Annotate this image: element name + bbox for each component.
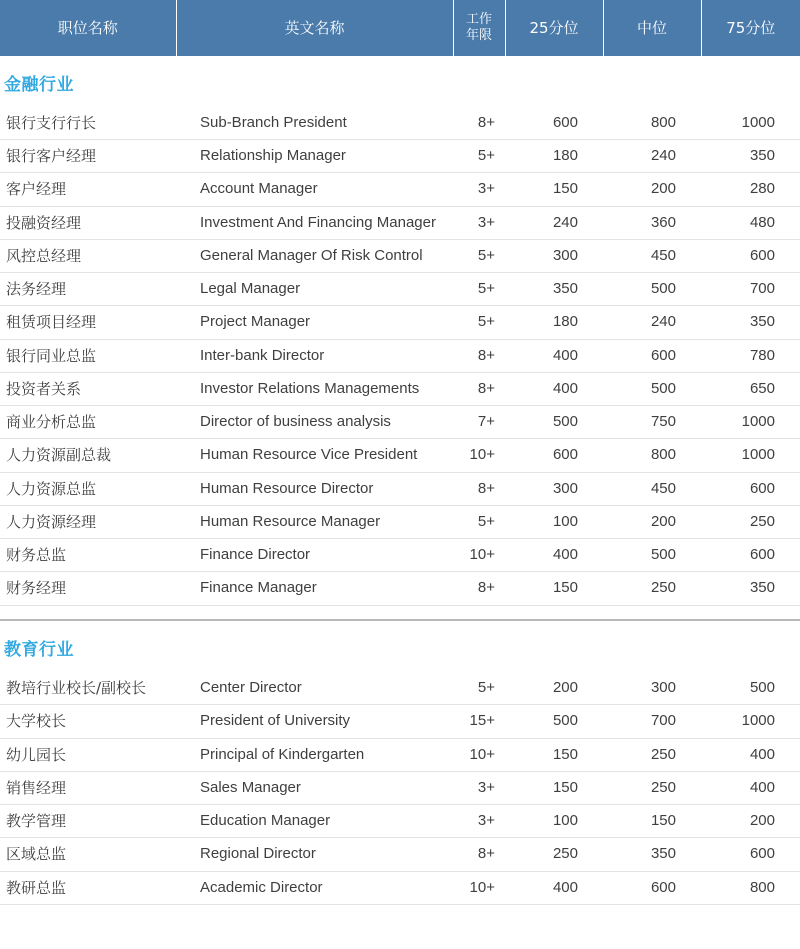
job-p75: 280 — [701, 173, 800, 206]
job-title-en: Inter-bank Director — [176, 339, 453, 372]
job-p75: 800 — [701, 871, 800, 904]
job-p50: 600 — [603, 871, 701, 904]
job-p25: 240 — [505, 206, 603, 239]
job-p75: 1000 — [701, 406, 800, 439]
job-title-en: Principal of Kindergarten — [176, 738, 453, 771]
job-p25: 500 — [505, 705, 603, 738]
job-years: 5+ — [453, 273, 505, 306]
section-header-cell — [0, 620, 800, 672]
job-years: 10+ — [453, 738, 505, 771]
job-p50: 200 — [603, 505, 701, 538]
job-title-en: Human Resource Manager — [176, 505, 453, 538]
job-p50: 600 — [603, 339, 701, 372]
table-row — [0, 539, 800, 572]
job-years: 5+ — [453, 306, 505, 339]
column-header-years-line2: 年限 — [465, 28, 492, 43]
job-years: 8+ — [453, 339, 505, 372]
column-header-p25: 25分位 — [505, 0, 603, 56]
job-title-cn: 法务经理 — [0, 273, 176, 306]
job-p50: 250 — [603, 738, 701, 771]
job-p75: 700 — [701, 273, 800, 306]
job-p50: 250 — [603, 572, 701, 605]
table-row — [0, 871, 800, 904]
job-p50: 500 — [603, 539, 701, 572]
table-row — [0, 239, 800, 272]
job-title-en: Human Resource Vice President — [176, 439, 453, 472]
job-p50: 700 — [603, 705, 701, 738]
job-title-cn: 银行客户经理 — [0, 140, 176, 173]
job-title-cn: 人力资源经理 — [0, 505, 176, 538]
table-row — [0, 339, 800, 372]
job-p75: 1000 — [701, 705, 800, 738]
job-title-cn: 人力资源副总裁 — [0, 439, 176, 472]
job-title-en: Legal Manager — [176, 273, 453, 306]
job-title-en: Finance Manager — [176, 572, 453, 605]
table-row — [0, 206, 800, 239]
job-p25: 150 — [505, 771, 603, 804]
job-p25: 300 — [505, 472, 603, 505]
section-title-education: 教育行业 — [4, 640, 74, 661]
job-years: 3+ — [453, 206, 505, 239]
job-years: 5+ — [453, 505, 505, 538]
job-title-en: Human Resource Director — [176, 472, 453, 505]
job-title-en: Center Director — [176, 672, 453, 705]
job-title-en: Account Manager — [176, 173, 453, 206]
job-p75: 600 — [701, 472, 800, 505]
section-header-row — [0, 620, 800, 672]
column-header-years — [453, 0, 505, 56]
job-p50: 150 — [603, 805, 701, 838]
job-p50: 200 — [603, 173, 701, 206]
job-title-cn: 区域总监 — [0, 838, 176, 871]
job-p75: 600 — [701, 239, 800, 272]
job-p25: 350 — [505, 273, 603, 306]
job-title-en: General Manager Of Risk Control — [176, 239, 453, 272]
job-years: 10+ — [453, 539, 505, 572]
job-p25: 400 — [505, 539, 603, 572]
job-years: 7+ — [453, 406, 505, 439]
table-row — [0, 173, 800, 206]
job-years: 8+ — [453, 472, 505, 505]
job-p25: 600 — [505, 439, 603, 472]
job-years: 5+ — [453, 140, 505, 173]
job-p50: 250 — [603, 771, 701, 804]
job-title-cn: 客户经理 — [0, 173, 176, 206]
job-p25: 250 — [505, 838, 603, 871]
job-title-cn: 财务总监 — [0, 539, 176, 572]
table-header — [0, 0, 800, 56]
job-p25: 150 — [505, 173, 603, 206]
table-row — [0, 738, 800, 771]
job-years: 8+ — [453, 107, 505, 140]
job-p50: 500 — [603, 273, 701, 306]
job-title-cn: 大学校长 — [0, 705, 176, 738]
job-p50: 500 — [603, 372, 701, 405]
job-p75: 400 — [701, 771, 800, 804]
job-title-cn: 教培行业校长/副校长 — [0, 672, 176, 705]
job-p25: 100 — [505, 805, 603, 838]
job-title-cn: 风控总经理 — [0, 239, 176, 272]
table-row — [0, 273, 800, 306]
job-p75: 250 — [701, 505, 800, 538]
table-row — [0, 372, 800, 405]
job-years: 8+ — [453, 572, 505, 605]
section-title-finance: 金融行业 — [4, 75, 74, 95]
column-header-years-line1: 工作 — [465, 11, 492, 27]
job-p25: 400 — [505, 871, 603, 904]
job-p75: 1000 — [701, 439, 800, 472]
job-p50: 360 — [603, 206, 701, 239]
job-p75: 600 — [701, 838, 800, 871]
column-header-job-title-en: 英文名称 — [176, 0, 453, 56]
job-p25: 150 — [505, 738, 603, 771]
table-row — [0, 505, 800, 538]
table-row — [0, 771, 800, 804]
job-title-cn: 投资者关系 — [0, 372, 176, 405]
job-p50: 800 — [603, 107, 701, 140]
job-p75: 350 — [701, 572, 800, 605]
table-row — [0, 805, 800, 838]
table-row — [0, 107, 800, 140]
job-p50: 450 — [603, 472, 701, 505]
job-title-cn: 销售经理 — [0, 771, 176, 804]
job-title-cn: 租赁项目经理 — [0, 306, 176, 339]
job-p25: 180 — [505, 306, 603, 339]
job-p75: 350 — [701, 306, 800, 339]
job-p75: 200 — [701, 805, 800, 838]
job-years: 8+ — [453, 372, 505, 405]
job-p50: 800 — [603, 439, 701, 472]
job-p25: 400 — [505, 339, 603, 372]
job-years: 3+ — [453, 173, 505, 206]
job-title-en: Regional Director — [176, 838, 453, 871]
job-title-cn: 财务经理 — [0, 572, 176, 605]
job-p50: 750 — [603, 406, 701, 439]
job-p50: 450 — [603, 239, 701, 272]
job-years: 5+ — [453, 239, 505, 272]
job-title-cn: 人力资源总监 — [0, 472, 176, 505]
job-p25: 180 — [505, 140, 603, 173]
job-title-en: Investor Relations Managements — [176, 372, 453, 405]
job-years: 5+ — [453, 672, 505, 705]
job-years: 8+ — [453, 838, 505, 871]
job-p25: 200 — [505, 672, 603, 705]
job-p75: 400 — [701, 738, 800, 771]
job-title-cn: 商业分析总监 — [0, 406, 176, 439]
job-years: 10+ — [453, 871, 505, 904]
job-title-en: Project Manager — [176, 306, 453, 339]
job-p50: 240 — [603, 140, 701, 173]
job-p75: 1000 — [701, 107, 800, 140]
job-p75: 350 — [701, 140, 800, 173]
table-row — [0, 472, 800, 505]
job-title-en: Academic Director — [176, 871, 453, 904]
section-header-cell — [0, 56, 800, 107]
job-p25: 150 — [505, 572, 603, 605]
job-title-en: Investment And Financing Manager — [176, 206, 453, 239]
table-row — [0, 572, 800, 605]
job-title-en: Relationship Manager — [176, 140, 453, 173]
job-p75: 480 — [701, 206, 800, 239]
job-p25: 600 — [505, 107, 603, 140]
job-p50: 240 — [603, 306, 701, 339]
column-header-p75: 75分位 — [701, 0, 800, 56]
job-title-cn: 投融资经理 — [0, 206, 176, 239]
job-title-cn: 教学管理 — [0, 805, 176, 838]
job-title-en: Finance Director — [176, 539, 453, 572]
job-title-cn: 银行支行行长 — [0, 107, 176, 140]
job-title-cn: 银行同业总监 — [0, 339, 176, 372]
section-spacer — [0, 605, 800, 619]
job-p50: 350 — [603, 838, 701, 871]
column-header-p50: 中位 — [603, 0, 701, 56]
table-row — [0, 306, 800, 339]
job-p75: 780 — [701, 339, 800, 372]
job-title-en: Education Manager — [176, 805, 453, 838]
job-years: 10+ — [453, 439, 505, 472]
job-title-cn: 幼儿园长 — [0, 738, 176, 771]
job-title-en: Sales Manager — [176, 771, 453, 804]
job-years: 15+ — [453, 705, 505, 738]
table-header-row — [0, 0, 800, 56]
job-years: 3+ — [453, 805, 505, 838]
job-p50: 300 — [603, 672, 701, 705]
table-row — [0, 140, 800, 173]
table-body — [0, 56, 800, 904]
job-p25: 300 — [505, 239, 603, 272]
job-title-en: Sub-Branch President — [176, 107, 453, 140]
job-p25: 100 — [505, 505, 603, 538]
job-years: 3+ — [453, 771, 505, 804]
job-p75: 600 — [701, 539, 800, 572]
job-title-en: President of University — [176, 705, 453, 738]
job-p75: 650 — [701, 372, 800, 405]
job-p25: 500 — [505, 406, 603, 439]
section-header-row — [0, 56, 800, 107]
table-row — [0, 439, 800, 472]
column-header-job-title-cn: 职位名称 — [0, 0, 176, 56]
table-row — [0, 838, 800, 871]
job-title-en: Director of business analysis — [176, 406, 453, 439]
table-row — [0, 705, 800, 738]
job-title-cn: 教研总监 — [0, 871, 176, 904]
job-p75: 500 — [701, 672, 800, 705]
table-row — [0, 672, 800, 705]
section-spacer-cell — [0, 605, 800, 619]
job-p25: 400 — [505, 372, 603, 405]
table-row — [0, 406, 800, 439]
